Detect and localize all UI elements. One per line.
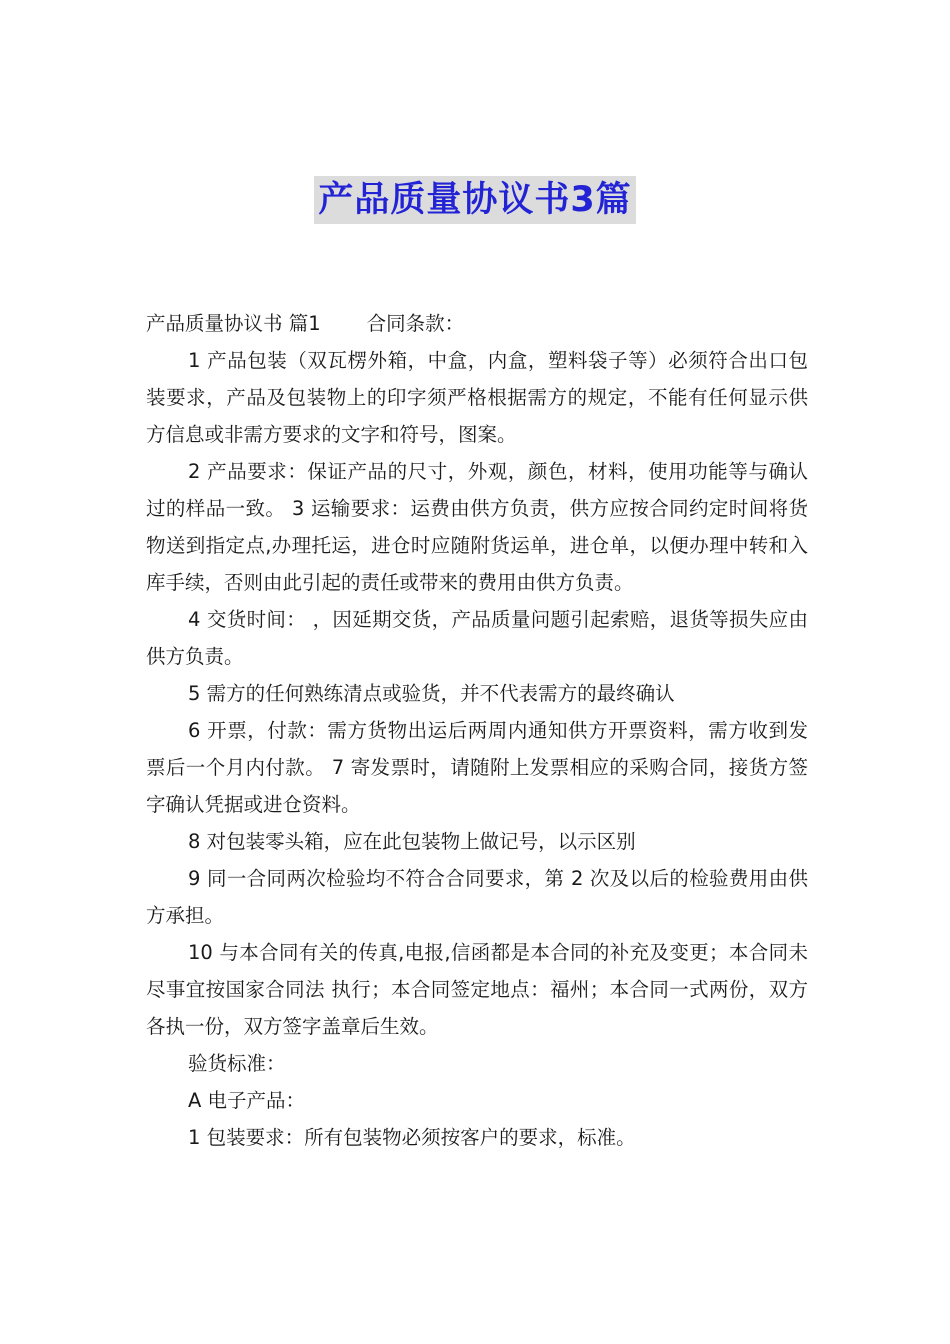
document-body [146, 305, 808, 1156]
clause-4: 4 交货时间： ，因延期交货，产品质量问题引起索赔，退货等损失应由供方负责。 [146, 608, 808, 668]
clause-6-7: 6 开票，付款：需方货物出运后两周内通知供方开票资料，需方收到发票后一个月内付款。 7 寄发票时，请随附上发票相应的采购合同，接货方签字确认凭据或进仓资料。 [146, 719, 808, 816]
clause-5: 5 需方的任何熟练清点或验货，并不代表需方的最终确认 [188, 682, 675, 705]
clause-2-3: 2 产品要求：保证产品的尺寸，外观，颜色，材料，使用功能等与确认过的样品一致。 3 运输要求：运费由供方负责，供方应按合同约定时间将货物送到指定点,办理托运，进仓时应随附货运单，进仓单，以便办理中转和入库手续，否则由此引起的责任或带来的费用由供方负责。 [146, 460, 808, 594]
clause-9: 9 同一合同两次检验均不符合合同要求，第 2 次及以后的检验费用由供方承担。 [146, 867, 808, 927]
clause-8: 8 对包装零头箱，应在此包装物上做记号，以示区别 [188, 830, 636, 853]
intro-label: 合同条款： [366, 312, 465, 335]
clause-10: 10 与本合同有关的传真,电报,信函都是本合同的补充及变更；本合同未尽事宜按国家合同法 执行；本合同签定地点：福州；本合同一式两份，双方各执一份，双方签字盖章后生效。 [146, 941, 808, 1038]
clause-1: 1 产品包装（双瓦楞外箱，中盒，内盒，塑料袋子等）必须符合出口包装要求，产品及包装物上的印字须严格根据需方的规定，不能有任何显示供方信息或非需方要求的文字和符号，图案。 [146, 349, 808, 446]
section-heading: 产品质量协议书 篇1 [146, 312, 321, 335]
document-title: 产品质量协议书3篇 [314, 176, 635, 224]
inspection-standard-heading: 验货标准： [188, 1052, 286, 1075]
title-container [0, 176, 950, 224]
section-heading-line [146, 305, 808, 342]
electronics-subheading: A 电子产品： [188, 1089, 306, 1112]
packaging-requirement: 1 包装要求：所有包装物必须按客户的要求，标准。 [188, 1126, 636, 1149]
